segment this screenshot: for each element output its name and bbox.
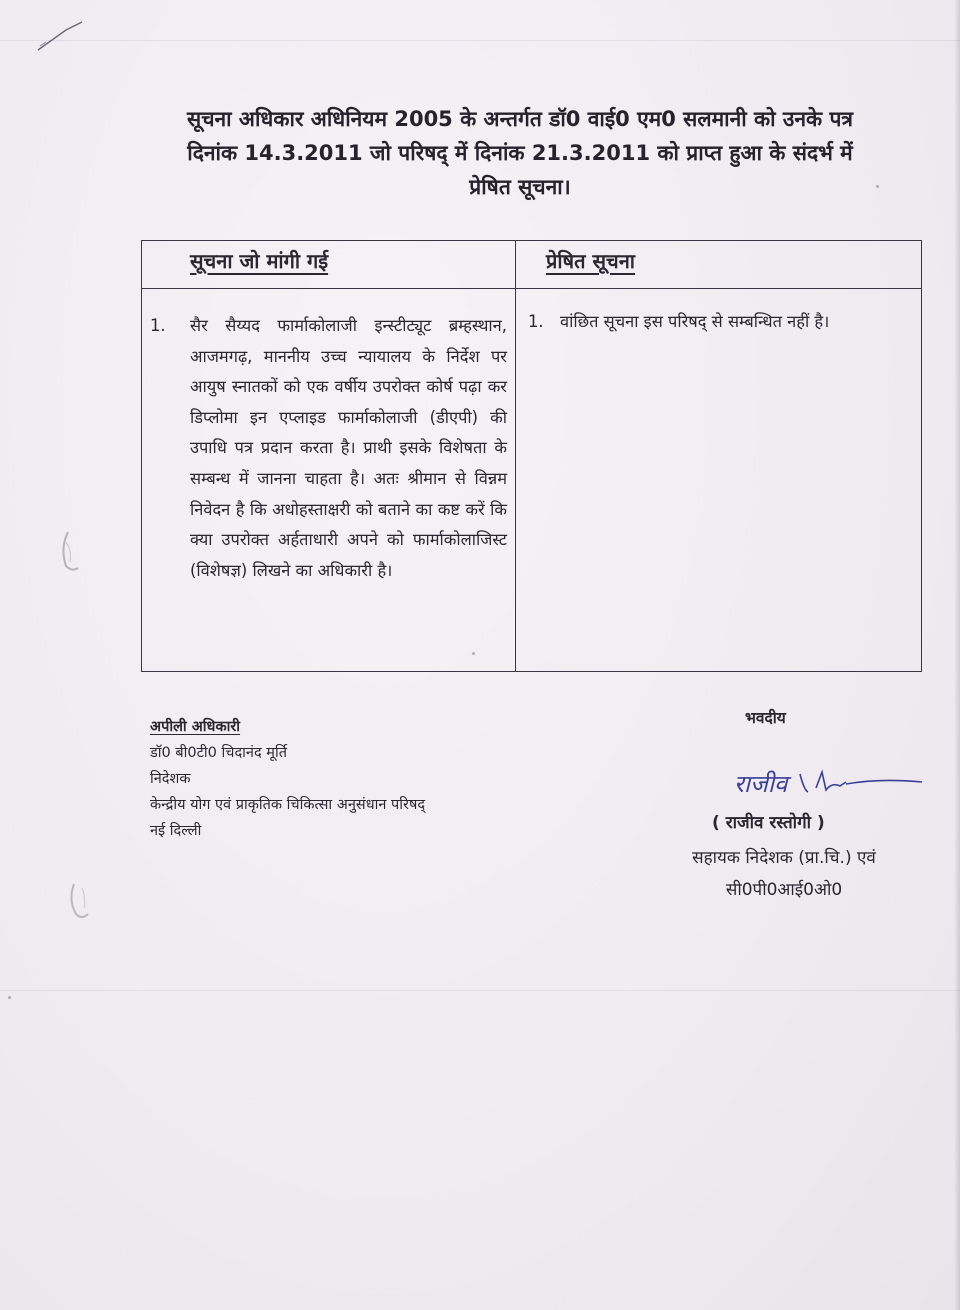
heading-line-3: प्रेषित सूचना। bbox=[469, 175, 571, 199]
document-heading bbox=[120, 102, 920, 204]
staple-mark-icon bbox=[36, 20, 86, 54]
appellate-name: डॉ0 बी0टी0 चिदानंद मूर्ति bbox=[150, 745, 287, 761]
appellate-title: अपीली अधिकारी bbox=[150, 719, 241, 735]
paper-fold-top bbox=[0, 40, 960, 41]
handwritten-signature bbox=[730, 760, 930, 810]
signatory-name: ( राजीव रस्तोगी ) bbox=[712, 813, 825, 833]
paper-fold-bottom bbox=[0, 990, 960, 991]
appellate-city: नई दिल्ली bbox=[150, 823, 202, 839]
column-header-sent bbox=[516, 241, 922, 289]
column-header-requested bbox=[142, 241, 516, 289]
information-table bbox=[141, 240, 922, 672]
signatory-designation bbox=[666, 842, 902, 906]
column-header-sent-text: प्रेषित सूचना bbox=[546, 249, 635, 273]
appellate-designation: निदेशक bbox=[150, 771, 191, 787]
heading-line-1: सूचना अधिकार अधिनियम 2005 के अन्तर्गत डॉ0 वाई0 एम0 सलमानी को उनके पत्र bbox=[187, 107, 853, 131]
appellate-organization: केन्द्रीय योग एवं प्राकृतिक चिकित्सा अनुसंधान परिषद् bbox=[150, 797, 426, 813]
appellate-authority-block bbox=[150, 714, 425, 844]
heading-line-2: दिनांक 14.3.2011 जो परिषद् में दिनांक 21.3.2011 को प्राप्त हुआ के संदर्भ में bbox=[187, 141, 853, 165]
paper-edge-shadow bbox=[954, 0, 960, 1310]
response-text: वांछित सूचना इस परिषद् से सम्बन्धित नहीं है। bbox=[560, 312, 830, 331]
table-row bbox=[142, 289, 922, 672]
signatory-designation-line-2: सी0पी0आई0ओ0 bbox=[725, 880, 843, 900]
response-number: 1. bbox=[528, 312, 544, 331]
request-number: 1. bbox=[150, 316, 166, 335]
closing-text: भवदीय bbox=[745, 709, 786, 727]
response-cell bbox=[516, 289, 922, 672]
signature-script: राजीव bbox=[734, 770, 788, 798]
ink-speck bbox=[8, 996, 11, 999]
column-header-requested-text: सूचना जो मांगी गई bbox=[190, 249, 329, 273]
punch-hole-icon bbox=[66, 878, 92, 922]
request-cell bbox=[142, 289, 516, 672]
signatory-designation-line-1: सहायक निदेशक (प्रा.चि.) एवं bbox=[692, 848, 876, 868]
request-text: सैर सैय्यद फार्माकोलाजी इन्स्टीट्यूट ब्रम्हस्थान, आजमगढ़, माननीय उच्च न्यायालय के निर्देश पर आयुष स्नातकों को एक वर्षीय उपरोक्त कोर्ष पढ़ा कर डिप्लोमा इन एप्लाइड फार्माकोलाजी (डीएपी) की उपाधि पत्र प्रदान करता है। प्राथी इसके विशेषता के सम्बन्ध में जानना चाहता है। अतः श्रीमान से विन्नम निवेदन है कि अधोहस्ताक्षरी को बताने का कष्ट करें कि क्या उपरोक्त अर्हताधारी अपने को फार्माकोलाजिस्ट (विशेषज्ञ) लिखने का अधिकारी है। bbox=[190, 316, 507, 580]
punch-hole-icon bbox=[58, 528, 84, 572]
